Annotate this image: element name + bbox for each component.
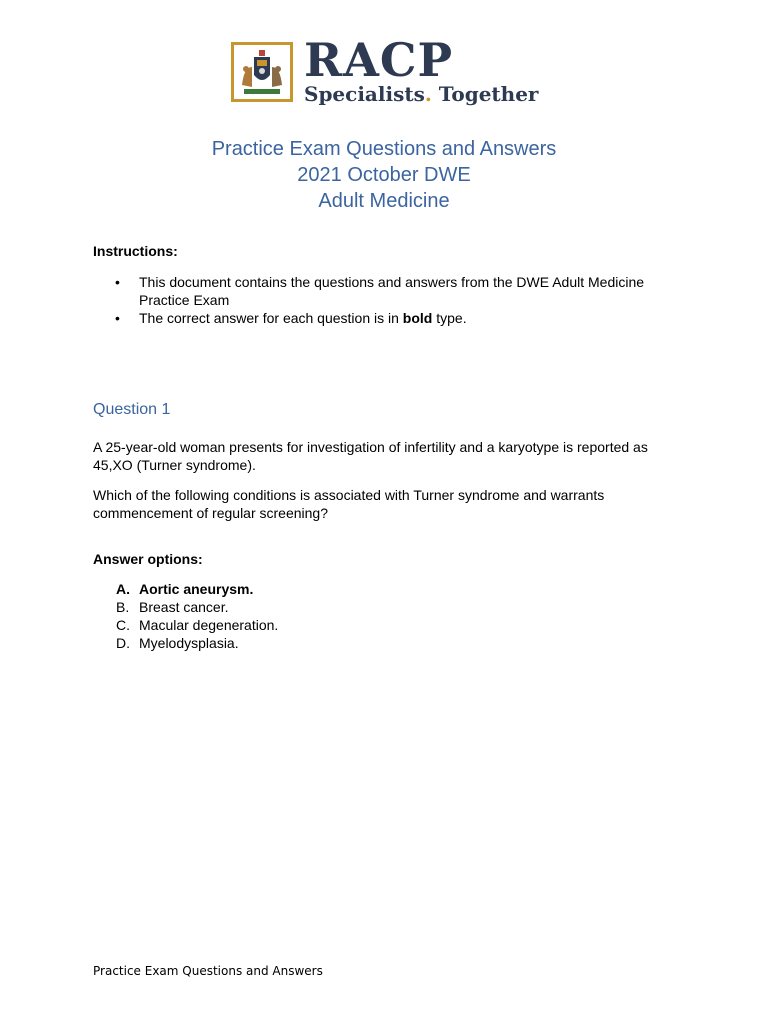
question-prompt: Which of the following conditions is associated with Turner syndrome and warrants commencement of regular screening? [93, 487, 605, 521]
title-line-3: Adult Medicine [318, 190, 450, 212]
answer-option-c [93, 616, 673, 634]
tagline-part2: Together [431, 82, 539, 106]
option-text: Myelodysplasia. [139, 635, 239, 651]
logo-name: RACP [304, 33, 454, 87]
instructions-heading: Instructions: [93, 243, 178, 259]
instruction-text-1: This document contains the questions and answers from the DWE Adult Medicine Practice Exam [139, 274, 645, 308]
page-footer: Practice Exam Questions and Answers [93, 964, 323, 978]
option-letter: A. [116, 581, 130, 597]
coat-of-arms-icon [231, 42, 293, 102]
title-line-2: 2021 October DWE [297, 164, 471, 186]
instruction-text-2b: type. [432, 310, 467, 326]
title-line-1: Practice Exam Questions and Answers [211, 138, 557, 160]
instruction-text-2a: The correct answer for each question is in [139, 310, 403, 326]
instruction-bold-word: bold [402, 310, 433, 326]
tagline-dot: . [424, 82, 432, 106]
answer-option-b [93, 598, 673, 616]
option-text: Breast cancer. [139, 599, 229, 615]
answer-option-d [93, 634, 673, 652]
tagline-part1: Specialists [304, 82, 425, 106]
answer-options-heading: Answer options: [93, 551, 203, 567]
option-letter: B. [116, 599, 130, 615]
question-stem: A 25-year-old woman presents for investigation of infertility and a karyotype is reported as 45,XO (Turner syndrome). [93, 439, 648, 473]
instruction-item [93, 273, 673, 309]
answer-option-a [93, 580, 673, 598]
document-title-block [0, 136, 768, 214]
option-text: Macular degeneration. [139, 617, 279, 633]
instruction-item [93, 309, 673, 327]
logo-tagline [304, 82, 538, 106]
option-letter: D. [116, 635, 130, 651]
instructions-list [93, 273, 673, 327]
option-letter: C. [116, 617, 130, 633]
question-heading: Question 1 [93, 401, 171, 418]
racp-logo [231, 33, 541, 108]
answer-options-list [93, 580, 673, 652]
option-text: Aortic aneurysm. [139, 581, 254, 597]
